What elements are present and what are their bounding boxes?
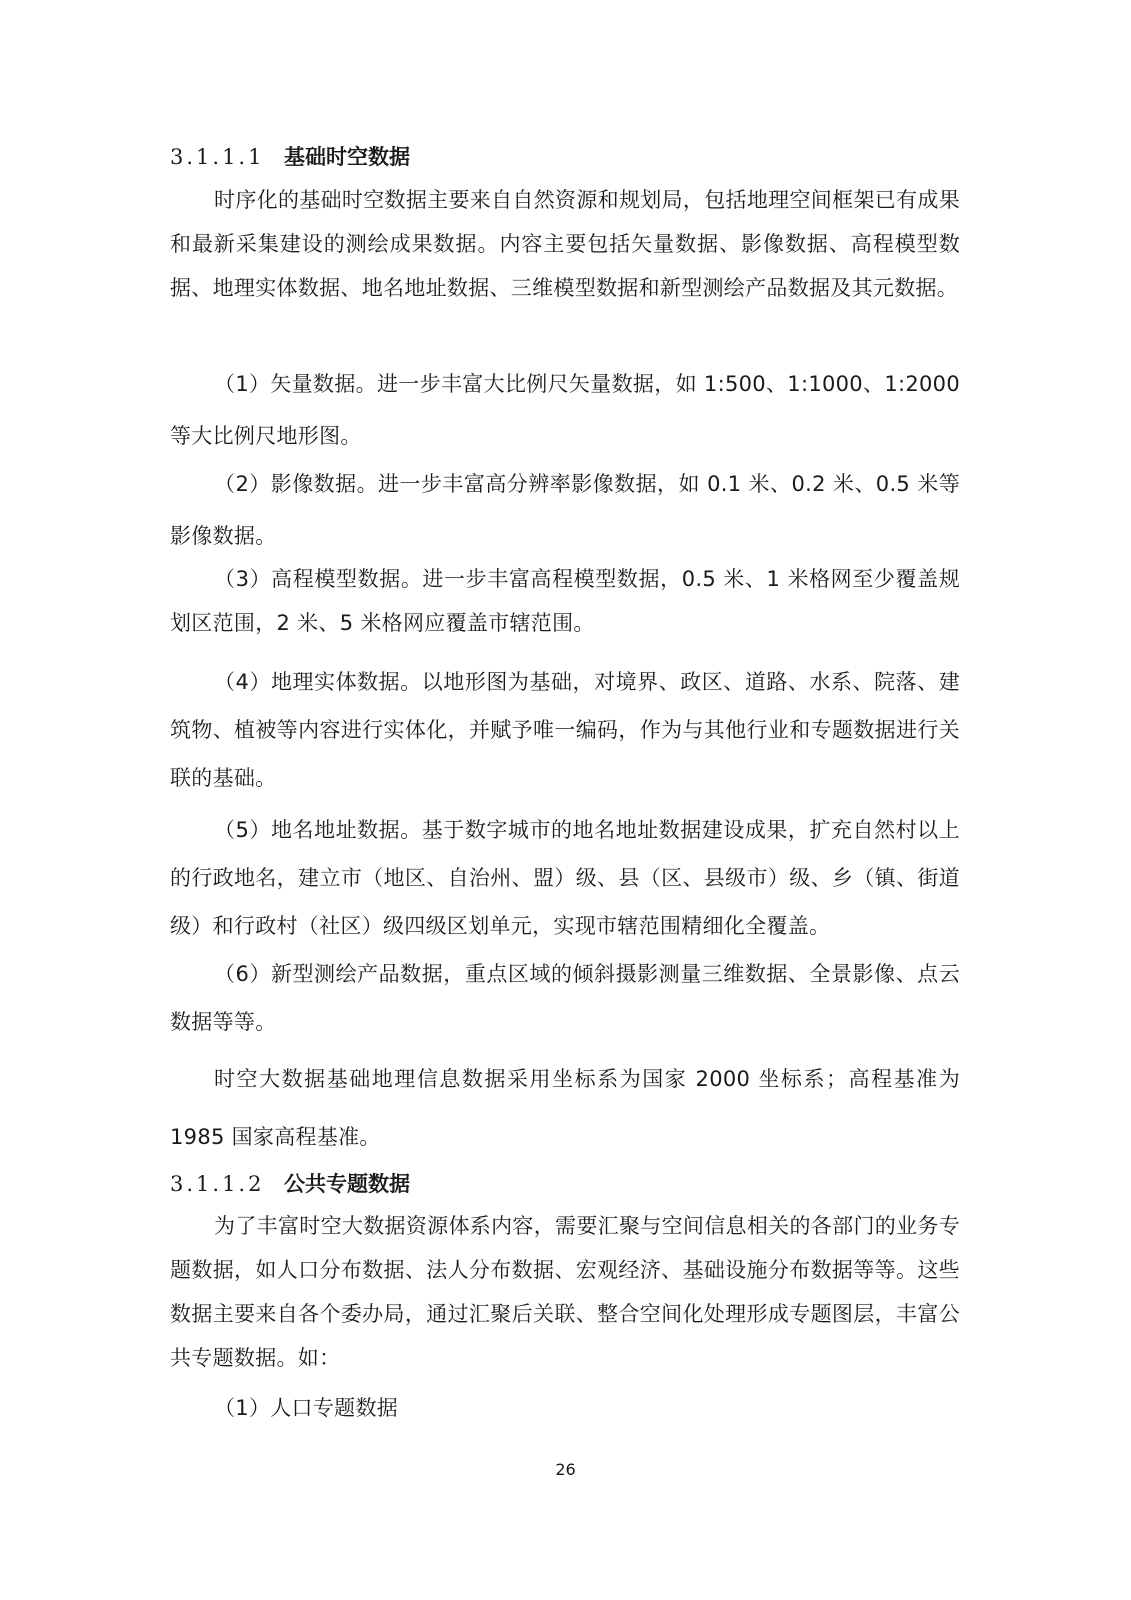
paragraph-imagery-data: （2）影像数据。进一步丰富高分辨率影像数据，如 0.1 米、0.2 米、0.5 米等影像数据。 xyxy=(170,472,960,548)
section-heading-3-1-1-1 xyxy=(170,141,960,173)
paragraph-new-surveying-products: （6）新型测绘产品数据，重点区域的倾斜摄影测量三维数据、全景影像、点云数据等等。 xyxy=(170,962,960,1034)
paragraph-intro: 时序化的基础时空数据主要来自自然资源和规划局，包括地理空间框架已有成果和最新采集建设的测绘成果数据。内容主要包括矢量数据、影像数据、高程模型数据、地理实体数据、地名地址数据、三维模型数据和新型测绘产品数据及其元数据。 xyxy=(170,188,960,300)
paragraph-coordinate-system: 时空大数据基础地理信息数据采用坐标系为国家 2000 坐标系；高程基准为 1985 国家高程基准。 xyxy=(170,1067,960,1149)
paragraph-population-data: （1）人口专题数据 xyxy=(214,1396,399,1420)
section-number: 3.1.1.1 xyxy=(170,145,265,169)
section-title: 公共专题数据 xyxy=(284,1172,410,1196)
section-number: 3.1.1.2 xyxy=(170,1172,265,1196)
page-number: 26 xyxy=(555,1460,576,1479)
paragraph-elevation-data: （3）高程模型数据。进一步丰富高程模型数据，0.5 米、1 米格网至少覆盖规划区范围，2 米、5 米格网应覆盖市辖范围。 xyxy=(170,567,960,635)
section-heading-3-1-1-2 xyxy=(170,1168,960,1200)
paragraph-place-name-address-data: （5）地名地址数据。基于数字城市的地名地址数据建设成果，扩充自然村以上的行政地名，建立市（地区、自治州、盟）级、县（区、县级市）级、乡（镇、街道级）和行政村（社区）级四级区划单元，实现市辖范围精细化全覆盖。 xyxy=(170,818,960,938)
paragraph-geographic-entity-data: （4）地理实体数据。以地形图为基础，对境界、政区、道路、水系、院落、建筑物、植被等内容进行实体化，并赋予唯一编码，作为与其他行业和专题数据进行关联的基础。 xyxy=(170,670,960,790)
section-title: 基础时空数据 xyxy=(284,145,410,169)
paragraph-vector-data: （1）矢量数据。进一步丰富大比例尺矢量数据，如 1:500、1:1000、1:2000 等大比例尺地形图。 xyxy=(170,372,960,448)
paragraph-public-thematic-intro: 为了丰富时空大数据资源体系内容，需要汇聚与空间信息相关的各部门的业务专题数据，如人口分布数据、法人分布数据、宏观经济、基础设施分布数据等等。这些数据主要来自各个委办局，通过汇聚后关联、整合空间化处理形成专题图层，丰富公共专题数据。如： xyxy=(170,1214,960,1370)
